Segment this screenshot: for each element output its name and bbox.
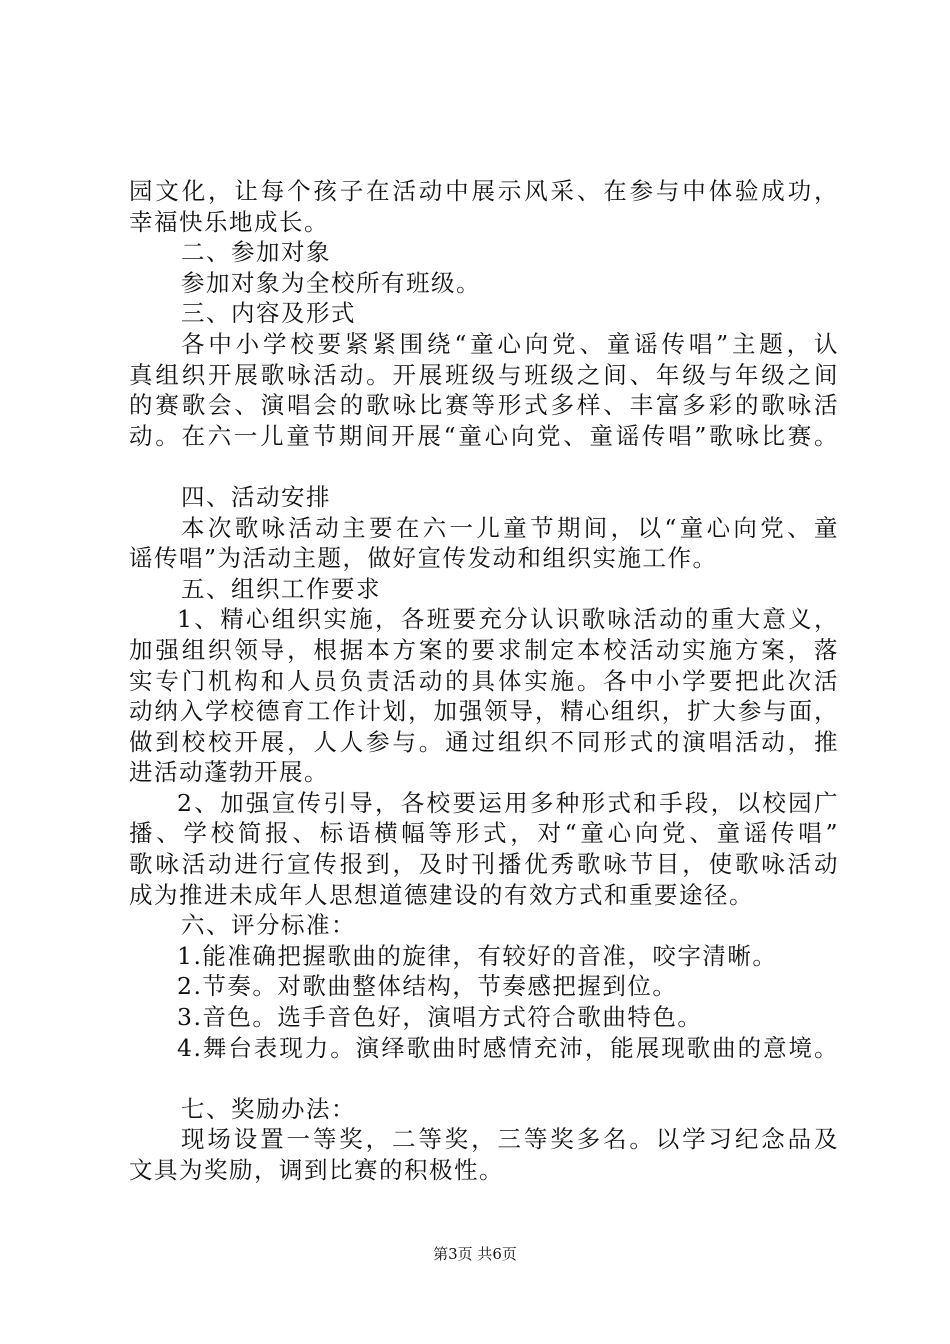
list-item: 3.音色。选手音色好，演唱方式符合歌曲特色。 — [177, 1003, 703, 1032]
body-line: 成为推进未成年人思想道德建设的有效方式和重要途径。 — [129, 880, 754, 909]
section-heading-requirements: 五、组织工作要求 — [181, 574, 381, 603]
body-line: 本次歌咏活动主要在六一儿童节期间，以“童心向党、童 — [181, 513, 839, 542]
body-line: 真组织开展歌咏活动。开展班级与班级之间、年级与年级之间 — [129, 360, 839, 389]
body-line: 动。在六一儿童节期间开展“童心向党、童谣传唱”歌咏比赛。 — [129, 421, 839, 450]
section-heading-schedule: 四、活动安排 — [181, 482, 331, 511]
body-line: 的赛歌会、演唱会的歌咏比赛等形式多样、丰富多彩的歌咏活 — [129, 391, 839, 420]
list-item: 4.舞台表现力。演绎歌曲时感情充沛，能展现歌曲的意境。 — [177, 1033, 839, 1062]
list-item: 2.节奏。对歌曲整体结构，节奏感把握到位。 — [177, 972, 678, 1001]
section-heading-scoring: 六、评分标准： — [181, 911, 356, 940]
body-line: 谣传唱”为活动主题，做好宣传发动和组织实施工作。 — [129, 544, 718, 573]
body-line: 现场设置一等奖，二等奖，三等奖多名。以学习纪念品及 — [181, 1125, 839, 1154]
body-line: 参加对象为全校所有班级。 — [181, 268, 481, 297]
paragraph-gap — [129, 1063, 839, 1094]
paragraph-gap — [129, 451, 839, 482]
body-line: 播、学校简报、标语横幅等形式，对“童心向党、童谣传唱” — [129, 819, 839, 848]
body-line: 动纳入学校德育工作计划，加强领导，精心组织，扩大参与面， — [129, 697, 839, 726]
body-line: 园文化，让每个孩子在活动中展示风采、在参与中体验成功， — [129, 177, 839, 205]
page-number-footer: 第3页 共6页 — [433, 1245, 517, 1263]
body-line: 1、精心组织实施，各班要充分认识歌咏活动的重大意义， — [177, 605, 839, 634]
section-heading-awards: 七、奖励办法： — [181, 1094, 356, 1123]
list-item: 1.能准确把握歌曲的旋律，有较好的音准，咬字清晰。 — [177, 941, 778, 970]
body-line: 进活动蓬勃开展。 — [129, 758, 329, 787]
body-line: 实专门机构和人员负责活动的具体实施。各中小学要把此次活 — [129, 666, 839, 695]
body-line: 加强组织领导，根据本方案的要求制定本校活动实施方案，落 — [129, 635, 839, 664]
document-body — [129, 176, 839, 1186]
body-line: 做到校校开展，人人参与。通过组织不同形式的演唱活动，推 — [129, 727, 839, 756]
body-line: 各中小学校要紧紧围绕“童心向党、童谣传唱”主题，认 — [181, 329, 839, 358]
body-line: 2、加强宣传引导，各校要运用多种形式和手段，以校园广 — [177, 788, 839, 817]
body-line: 幸福快乐地成长。 — [129, 207, 329, 236]
body-line: 歌咏活动进行宣传报到，及时刊播优秀歌咏节目，使歌咏活动 — [129, 850, 839, 879]
body-line: 文具为奖励，调到比赛的积极性。 — [129, 1156, 504, 1184]
section-heading-participants: 二、参加对象 — [181, 238, 331, 267]
section-heading-content: 三、内容及形式 — [181, 299, 356, 328]
